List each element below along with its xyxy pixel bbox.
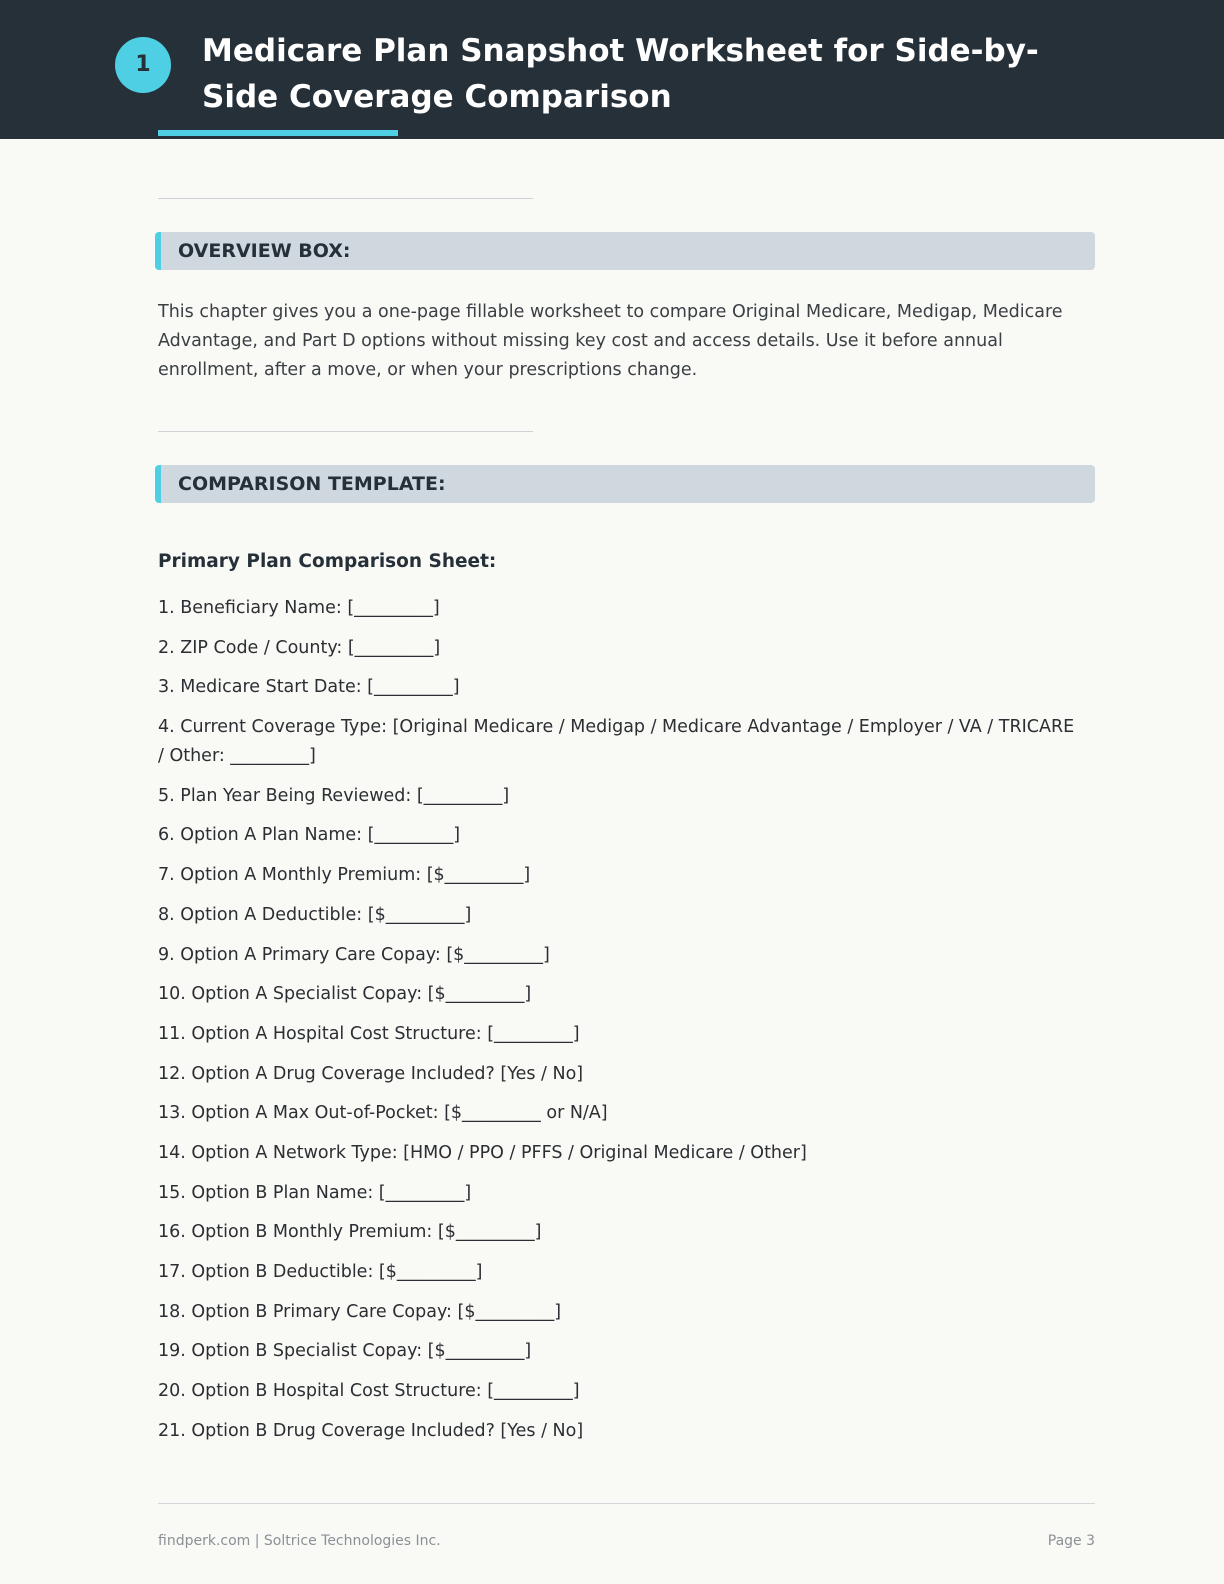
worksheet-field[interactable]: 15. Option B Plan Name: [_________] <box>158 1182 472 1203</box>
worksheet-field[interactable]: 2. ZIP Code / County: [_________] <box>158 637 441 658</box>
worksheet-field[interactable]: 11. Option A Hospital Cost Structure: [_________] <box>158 1023 580 1044</box>
worksheet-field[interactable]: 1. Beneficiary Name: [_________] <box>158 598 440 618</box>
worksheet-field[interactable]: 6. Option A Plan Name: [_________] <box>158 825 461 846</box>
worksheet-field[interactable]: 3. Medicare Start Date: [_________] <box>158 677 460 698</box>
worksheet-fields-list <box>158 594 1078 1456</box>
overview-heading: OVERVIEW BOX: <box>178 240 351 262</box>
footer-divider <box>158 1503 1095 1504</box>
worksheet-field[interactable]: 18. Option B Primary Care Copay: [$_________] <box>158 1301 562 1322</box>
section-divider <box>158 431 533 432</box>
page-header <box>0 0 1224 139</box>
worksheet-field[interactable]: 13. Option A Max Out-of-Pocket: [$_________ or N/A] <box>158 1103 608 1124</box>
page-number: Page 3 <box>1047 1533 1095 1549</box>
worksheet-field[interactable]: 9. Option A Primary Care Copay: [$_________] <box>158 944 550 965</box>
comparison-section-header <box>155 465 1095 503</box>
overview-section-header <box>155 232 1095 270</box>
worksheet-field[interactable]: 4. Current Coverage Type: [Original Medicare / Medigap / Medicare Advantage / Employer / VA / TRICARE / Other: _________] <box>158 717 1075 767</box>
section-divider <box>158 198 533 199</box>
title-accent-bar <box>158 130 398 136</box>
footer-source: findperk.com | Soltrice Technologies Inc. <box>158 1533 441 1549</box>
worksheet-field[interactable]: 8. Option A Deductible: [$_________] <box>158 904 472 925</box>
worksheet-field[interactable]: 14. Option A Network Type: [HMO / PPO / PFFS / Original Medicare / Other] <box>158 1142 807 1163</box>
worksheet-field[interactable]: 7. Option A Monthly Premium: [$_________] <box>158 865 531 886</box>
worksheet-field[interactable]: 17. Option B Deductible: [$_________] <box>158 1262 483 1282</box>
overview-text: This chapter gives you a one-page fillable worksheet to compare Original Medicare, Medigap, Medicare Advantage, and Part D options without missing key cost and access details. Use it before annual enrollment, after a move, or when your prescriptions change. <box>158 302 1063 380</box>
worksheet-field[interactable]: 12. Option A Drug Coverage Included? [Yes / No] <box>158 1063 584 1084</box>
worksheet-field[interactable]: 20. Option B Hospital Cost Structure: [_________] <box>158 1381 580 1402</box>
worksheet-field[interactable]: 5. Plan Year Being Reviewed: [_________] <box>158 785 510 806</box>
worksheet-field[interactable]: 16. Option B Monthly Premium: [$_________] <box>158 1222 542 1243</box>
worksheet-field[interactable]: 19. Option B Specialist Copay: [$_________] <box>158 1341 532 1362</box>
comparison-heading: COMPARISON TEMPLATE: <box>178 473 446 495</box>
worksheet-field[interactable]: 10. Option A Specialist Copay: [$_________] <box>158 984 532 1005</box>
sheet-title: Primary Plan Comparison Sheet: <box>158 551 497 572</box>
worksheet-field[interactable]: 21. Option B Drug Coverage Included? [Yes / No] <box>158 1420 584 1441</box>
chapter-number-badge: 1 <box>115 37 171 93</box>
page-title: Medicare Plan Snapshot Worksheet for Side-by-Side Coverage Comparison <box>202 33 1039 115</box>
